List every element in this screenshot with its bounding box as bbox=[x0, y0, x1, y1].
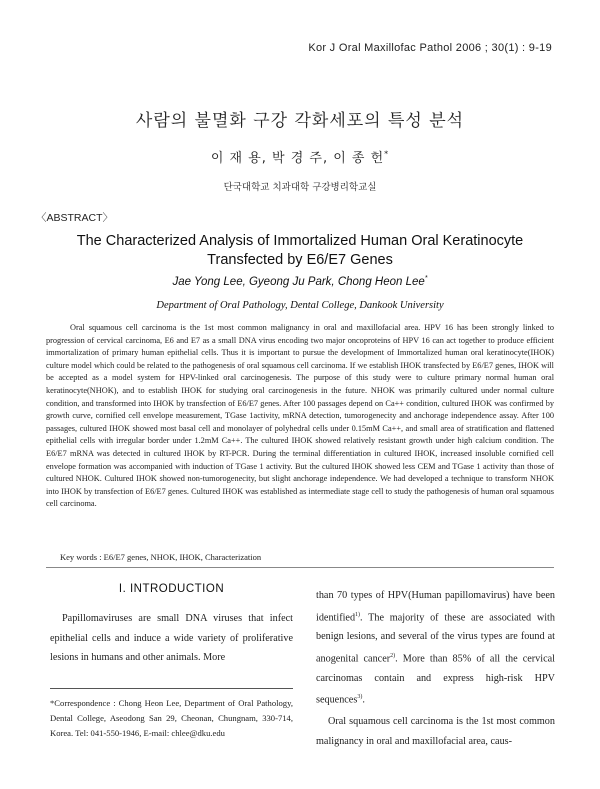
left-column bbox=[50, 583, 293, 668]
english-author-names: Jae Yong Lee, Gyeong Ju Park, Chong Heon Lee bbox=[172, 275, 425, 288]
intro-text-a: than 70 types of HPV(Human papillomavirus) have been identified bbox=[316, 590, 555, 623]
korean-affiliation: 단국대학교 치과대학 구강병리학교실 bbox=[223, 182, 377, 193]
abstract-text: Oral squamous cell carcinoma is the 1st most common malignancy in oral and maxillofacial area. HPV 16 has been strongly linked to progression of cervical carcinoma, E6 and E7 as a small DNA virus encoding two major oncoproteins of HPV 16 can act together to produce efficient immortalization of primary human epithelial cells. Thus it is important to pursue the development of Immortalized human oral keratinocyte(IHOK) culture model which could be related to the pathogenesis of oral squamous cell carcinoma. If we establish IHOK transfected by E6/E7 genes, IHOK will be accepted as a model system for HPV-linked oral carcinogenesis. The purpose of this study were to culture primary normal human oral keratinocyte(NHOK), and to establish IHOK for studying oral carcinogenesis in the future. NHOK was primarily cultured under normal culture condition, and transformed into IHOK by transfection of E6/E7 genes. After 100 passages depend on Ca++ condition, cultured IHOK was confirmed by growth curve, cornified cell envelope measurement, TGase 1activity, mRNA detection, tumorogenecity and anchorage independence assay. After 100 passages, cultured IHOK showed most basal cell and monolayer of polyhedral cells under 0.15mM Ca++, and small area of stratification and flattened epithelial cells with irregular border under 1.2mM Ca++. The cultured IHOK showed relatively resistant growth under high calcium condition. The E6/E7 mRNA was detected in cultured IHOK by RT-PCR. During the terminal differentiation in cultured IHOK, increased insoluble cornified cell envelope formation was accompanied with induction of TGase 1 activity. But the cultured IHOK showed less CEM and TGase 1 activity than those of cultured NHOK. Cultured IHOK showed non-tumorogenecity, but slight anchorage independence. We had developed a technique to transform NHOK into IHOK by transfection of E6/E7 genes. Cultured IHOK was established as intermediate stage cell to study the pathogenesis of human oral squamous cell carcinoma. bbox=[46, 323, 554, 509]
intro-text-b: . The majority of these are associated with benign lesions, and several of the virus types are found at anogenital cancer bbox=[316, 611, 555, 665]
reference-3: 3) bbox=[357, 694, 363, 701]
abstract-body bbox=[46, 322, 554, 511]
reference-2: 2) bbox=[390, 652, 396, 659]
intro-text-d: . bbox=[362, 694, 365, 706]
english-title-line-2: Transfected by E6/E7 Genes bbox=[207, 252, 393, 268]
korean-author-names: 이 재 용, 박 경 주, 이 종 헌 bbox=[210, 151, 385, 166]
english-affiliation: Department of Oral Pathology, Dental College, Dankook University bbox=[156, 300, 444, 311]
korean-authors bbox=[0, 147, 600, 166]
intro-text-c: . More than 85% of all the cervical carcinomas contain and express high-risk HPV sequences bbox=[316, 653, 555, 706]
abstract-label: 〈ABSTRACT〉 bbox=[36, 212, 114, 224]
intro-paragraph-1: Papillomaviruses are small DNA viruses that infect epithelial cells and induce a wide variety of proliferative lesions in humans and other animals. More bbox=[50, 613, 293, 663]
intro-paragraph-1-continued bbox=[316, 586, 555, 710]
english-authors bbox=[0, 275, 600, 288]
english-title-line-1: The Characterized Analysis of Immortalized Human Oral Keratinocyte bbox=[76, 233, 524, 249]
reference-1: 1) bbox=[355, 611, 361, 618]
right-column bbox=[316, 586, 555, 751]
intro-paragraph-2: Oral squamous cell carcinoma is the 1st most common malignancy in oral and maxillofacial area, caus- bbox=[316, 716, 555, 747]
correspondence-mark: * bbox=[384, 149, 390, 159]
korean-title: 사람의 불멸화 구강 각화세포의 특성 분석 bbox=[135, 111, 465, 131]
keywords: Key words : E6/E7 genes, NHOK, IHOK, Characterization bbox=[60, 552, 262, 562]
keywords-divider bbox=[46, 567, 554, 568]
journal-citation: Kor J Oral Maxillofac Pathol 2006 ; 30(1) : 9-19 bbox=[308, 42, 552, 54]
correspondence-footnote: *Correspondence : Chong Heon Lee, Department of Oral Pathology, Dental College, Aseodong San 29, Cheonan, Chungnam, 330-714, Korea. Tel: 041-550-1946, E-mail: chlee@dku.edu bbox=[50, 698, 293, 738]
section-heading-introduction: I. INTRODUCTION bbox=[118, 583, 225, 595]
english-title bbox=[40, 232, 560, 270]
english-correspondence-mark: * bbox=[424, 275, 428, 282]
footnote-divider bbox=[50, 688, 293, 689]
